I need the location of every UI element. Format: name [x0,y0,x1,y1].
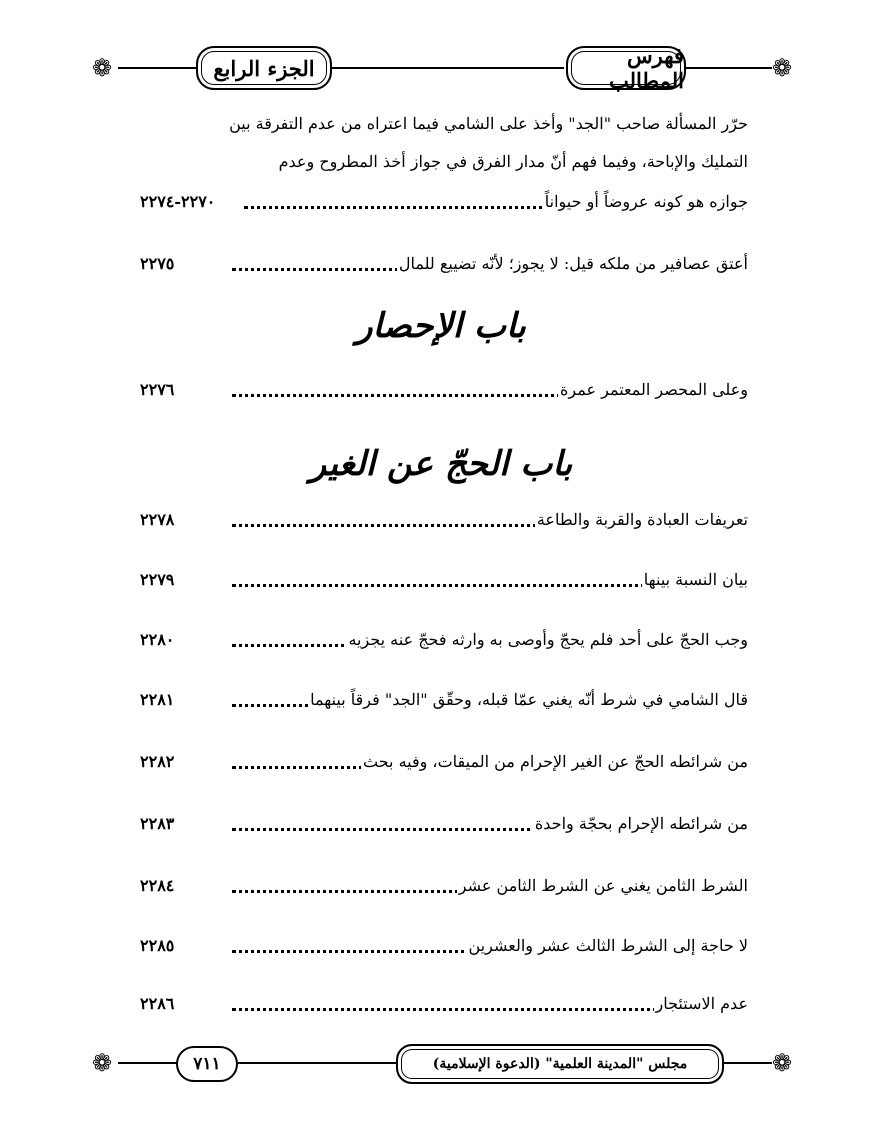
toc-entry-page: ٢٢٨٦ [140,994,175,1013]
toc-entry [140,814,748,844]
intro-line-3-entry [140,192,748,222]
header-rule-middle [330,67,564,69]
toc-entry [140,510,748,540]
intro-line-1-text: حرّر المسألة صاحب "الجد" وأخذ على الشامي فيما اعتراه من عدم التفرقة بين [229,114,748,133]
toc-entry-text: وعلى المحصر المعتمر عمرة [560,380,748,399]
toc-entry [140,994,748,1024]
toc-entry-page: ٢٢٧٨ [140,510,175,529]
footer-ornament-right-icon: ❁ [772,1049,793,1077]
header-ornament-right-icon: ❁ [772,54,793,82]
footer-rule-left [118,1062,178,1064]
toc-entry-page: ٢٢٨٢ [140,752,175,771]
toc-entry-text: بيان النسبة بينها [643,570,748,589]
toc-entry [140,876,748,906]
toc-entry-page: ٢٢٧٥ [140,254,175,273]
intro-line-2 [140,152,748,190]
toc-entry-text: أعتق عصافير من ملكه قيل: لا يجوز؛ لأنّه تضييع للمال [398,254,748,273]
toc-entry-page: ٢٢٨١ [140,690,175,709]
header-ornament-left-icon: ❁ [92,54,113,82]
toc-entry-page: ٢٢٨٣ [140,814,175,833]
toc-entry-text: لا حاجة إلى الشرط الثالث عشر والعشرين [468,936,748,955]
toc-entry-text: عدم الاستئجار [655,994,748,1013]
page-number: ٧١١ [176,1046,238,1082]
footer-ornament-left-icon: ❁ [92,1049,113,1077]
toc-entry-page: ٢٢٨٠ [140,630,175,649]
section-heading-ihsar: باب الإحصار [356,306,526,346]
toc-entry-text: وجب الحجّ على أحد فلم يحجّ وأوصى به وارثه فحجّ عنه يجزيه [348,630,748,649]
toc-entry [140,936,748,966]
toc-entry-text: تعريفات العبادة والقربة والطاعة [536,510,748,529]
intro-page-ref: ٢٢٧٠-٢٢٧٤ [140,192,216,211]
footer-rule-right [722,1062,772,1064]
toc-entry [140,690,748,720]
toc-entry [140,752,748,782]
toc-entry-page: ٢٢٨٥ [140,936,175,955]
toc-entry [140,570,748,600]
footer-rule-middle [236,1062,398,1064]
toc-entry [140,630,748,660]
header-volume-banner: الجزء الرابع [196,46,332,90]
toc-entry-page: ٢٢٨٤ [140,876,175,895]
header-rule-right [680,67,772,69]
publisher-banner: مجلس "المدينة العلمية" (الدعوة الإسلامية) [396,1044,724,1084]
toc-entry-page: ٢٢٧٦ [140,380,175,399]
toc-entry-text: قال الشامي في شرط أنّه يغني عمّا قبله، وحقّق "الجد" فرقاً بينهما [310,690,748,709]
intro-line-2-text: التمليك والإباحة، وفيما فهم أنّ مدار الفرق في جواز أخذ المطروح وعدم [278,152,748,171]
toc-entry-text: من شرائطه الحجّ عن الغير الإحرام من الميقات، وفيه بحث [362,752,748,771]
intro-line-1 [140,114,748,152]
toc-entry-page: ٢٢٧٩ [140,570,175,589]
header-index-banner: فهرس المطالب [566,46,686,90]
toc-entry-text: من شرائطه الإحرام بحجّة واحدة [534,814,748,833]
intro-line-3-text: جوازه هو كونه عروضاً أو حيواناً [544,192,748,211]
toc-entry [140,380,748,410]
toc-entry-text: الشرط الثامن يغني عن الشرط الثامن عشر [458,876,748,895]
section-heading-hajj-on-behalf: باب الحجّ عن الغير [309,444,573,484]
toc-entry [140,254,748,284]
